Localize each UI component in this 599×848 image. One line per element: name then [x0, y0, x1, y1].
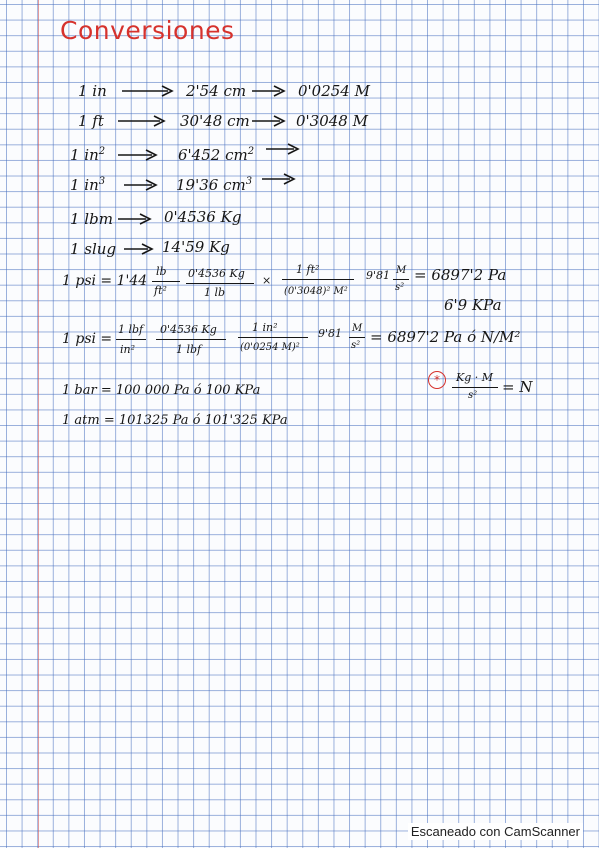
psi2-f1-num: 1 lbf — [118, 323, 144, 336]
fraction-bar — [238, 337, 308, 338]
arrow-icon — [252, 84, 286, 98]
psi1-times: × — [262, 274, 272, 287]
psi1-f3-num: 1 ft² — [296, 263, 320, 276]
psi1-f4-den: s² — [395, 282, 405, 293]
arrow-icon — [118, 148, 158, 162]
row-2-value-1: 30'48 cm — [180, 112, 250, 130]
psi1-f2-num: 0'4536 Kg — [188, 267, 245, 280]
arrow-icon — [118, 212, 152, 226]
fraction-bar — [349, 337, 365, 338]
row-1-unit: 1 in — [78, 82, 107, 100]
row-4-unit: 1 $in^3$ — [70, 176, 106, 194]
atm-equivalence: 1 atm = 101325 Pa ó 101'325 KPa — [62, 413, 288, 428]
psi2-f1-den: in² — [120, 343, 136, 356]
arrow-icon — [124, 178, 158, 192]
arrow-icon — [124, 242, 154, 256]
row-2-unit: 1 ft — [78, 112, 104, 130]
psi2-f3-num: 1 in² — [252, 321, 278, 334]
bar-equivalence: 1 bar = 100 000 Pa ó 100 KPa — [62, 383, 261, 398]
row-1-value-1: 2'54 cm — [186, 82, 247, 100]
arrow-icon — [266, 142, 300, 156]
psi1-result: = 6897'2 Pa — [414, 266, 507, 284]
fraction-bar — [186, 283, 254, 284]
asterisk-circle-icon: * — [428, 371, 446, 389]
arrow-icon — [118, 114, 166, 128]
psi2-result: = 6897'2 Pa ó N/M² — [370, 328, 521, 346]
fraction-bar — [156, 339, 226, 340]
arrow-icon — [122, 84, 174, 98]
fraction-bar — [452, 387, 498, 388]
arrow-icon — [262, 172, 296, 186]
note-den: s² — [468, 390, 478, 401]
row-5-unit: 1 lbm — [70, 210, 113, 228]
arrow-icon — [252, 114, 286, 128]
psi1-lhs: 1 psi = 1'44 — [62, 273, 148, 289]
psi1-f4-num: M — [396, 265, 407, 276]
row-1-value-2: 0'0254 M — [298, 82, 370, 100]
psi2-f4-den: s² — [351, 340, 361, 351]
fraction-bar — [393, 279, 409, 280]
psi1-f1-den: ft² — [154, 284, 167, 297]
row-6-unit: 1 slug — [70, 240, 117, 258]
psi2-f4: 9'81 — [318, 327, 343, 340]
psi1-f1-num: lb — [156, 265, 167, 278]
psi2-lhs: 1 psi = — [62, 331, 113, 347]
fraction-bar — [152, 281, 180, 282]
psi1-f2-den: 1 lb — [204, 286, 226, 299]
fraction-bar — [116, 339, 146, 340]
psi1-f4: 9'81 — [366, 269, 391, 282]
psi2-f3-den: (0'0254 M)² — [240, 342, 300, 353]
note-num: Kg · M — [456, 371, 494, 384]
note-rhs: = N — [502, 378, 533, 396]
psi2-f2-den: 1 lbf — [176, 343, 202, 356]
row-5-value-1: 0'4536 Kg — [164, 208, 242, 226]
margin-line — [38, 0, 39, 848]
row-2-value-2: 0'3048 M — [296, 112, 368, 130]
row-6-value-1: 14'59 Kg — [162, 238, 230, 256]
fraction-bar — [282, 279, 354, 280]
psi1-result-kpa: 6'9 KPa — [444, 296, 502, 314]
row-3-unit: 1 $in^2$ — [70, 146, 106, 164]
psi2-f4-num: M — [352, 323, 363, 334]
row-3-value-1: 6'452 $cm^2$ — [178, 146, 255, 164]
page-title: Conversiones — [60, 16, 235, 45]
scanner-watermark: Escaneado con CamScanner — [408, 823, 583, 840]
psi2-f2-num: 0'4536 Kg — [160, 323, 217, 336]
row-4-value-1: 19'36 $cm^3$ — [176, 176, 253, 194]
psi1-f3-den: (0'3048)² M² — [284, 286, 348, 297]
